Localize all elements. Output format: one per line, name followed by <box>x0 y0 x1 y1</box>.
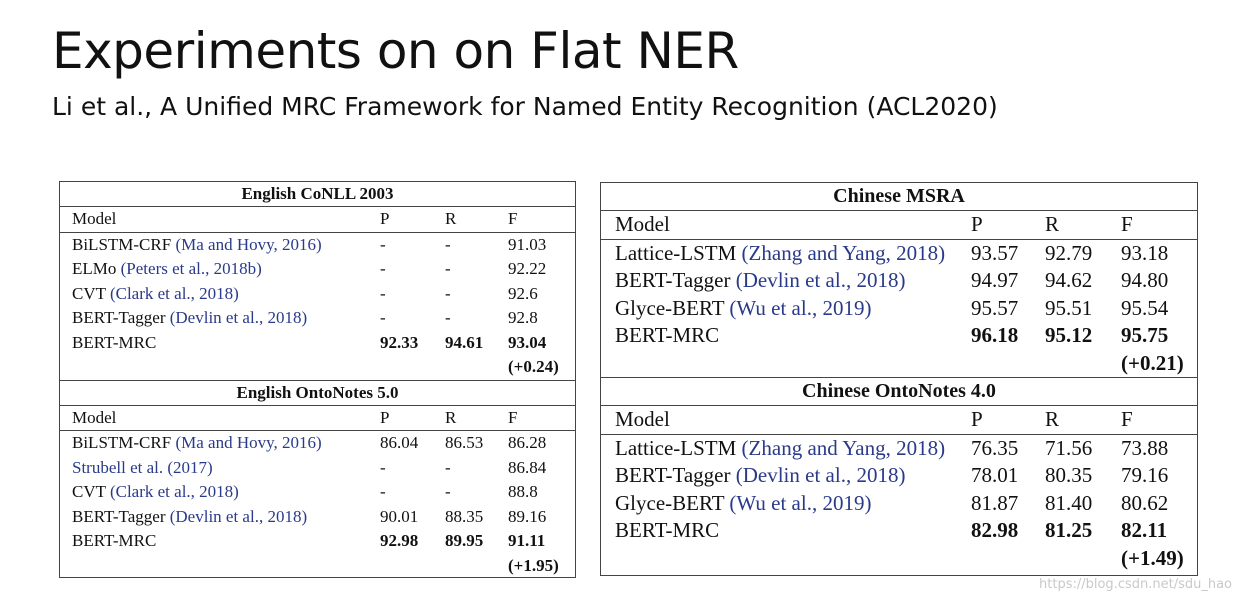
precision-cell: - <box>380 234 386 254</box>
precision-cell: 86.04 <box>380 433 419 452</box>
delta-row <box>60 554 575 579</box>
column-header-r: R <box>1045 212 1060 236</box>
model-cell <box>615 462 905 490</box>
table-row <box>60 431 575 456</box>
table-row-best <box>601 517 1197 545</box>
recall-cell: 95.12 <box>1045 323 1093 347</box>
table-row <box>60 456 575 481</box>
column-header-r: R <box>1045 407 1060 431</box>
table-row <box>60 282 575 307</box>
column-header-p: P <box>971 407 983 431</box>
model-cell <box>72 431 322 456</box>
column-header-model: Model <box>72 209 117 228</box>
chinese-results-table <box>600 182 1198 576</box>
precision-cell: 92.98 <box>380 531 419 550</box>
f1-cell: 86.28 <box>508 433 547 452</box>
recall-cell: - <box>445 482 451 501</box>
delta-row <box>601 350 1197 378</box>
precision-cell: 95.57 <box>971 295 1019 320</box>
table-row <box>601 462 1197 490</box>
citation-link[interactable]: (Zhang and Yang, 2018) <box>741 240 946 265</box>
column-header-r: R <box>445 209 457 228</box>
f1-cell: 80.62 <box>1121 490 1169 515</box>
f1-cell: 92.22 <box>508 259 547 278</box>
precision-cell: - <box>380 308 386 327</box>
recall-cell: - <box>445 259 451 278</box>
f1-cell: 93.18 <box>1121 240 1169 265</box>
table-header-row <box>60 207 575 233</box>
citation-link[interactable]: (Wu et al., 2019) <box>729 295 872 320</box>
table-header-row <box>601 406 1197 435</box>
f1-cell: 82.11 <box>1121 518 1168 542</box>
model-cell <box>615 240 945 268</box>
recall-cell: 92.79 <box>1045 240 1093 265</box>
precision-cell: 76.35 <box>971 435 1019 460</box>
model-name: CVT <box>72 283 106 303</box>
citation-link[interactable]: (Clark et al., 2018) <box>109 482 239 501</box>
model-name: BERT-Tagger <box>615 268 731 292</box>
f1-cell: 91.11 <box>508 531 546 550</box>
recall-cell: 94.61 <box>445 332 484 352</box>
table-row-best <box>60 529 575 554</box>
column-header-p: P <box>971 212 983 236</box>
model-name: BERT-Tagger <box>615 463 731 487</box>
column-header-f: F <box>508 407 518 427</box>
f1-improvement: (+0.24) <box>508 357 559 376</box>
table-row <box>601 435 1197 463</box>
column-header-p: P <box>380 407 390 427</box>
citation-link[interactable]: (Wu et al., 2019) <box>729 490 872 515</box>
precision-cell: 94.97 <box>971 268 1019 292</box>
model-name: BiLSTM-CRF <box>72 433 172 452</box>
precision-cell: - <box>380 482 386 501</box>
f1-cell: 88.8 <box>508 482 538 501</box>
f1-improvement: (+1.49) <box>1121 545 1184 570</box>
f1-cell: 89.16 <box>508 506 547 526</box>
precision-cell: 92.33 <box>380 332 419 352</box>
citation-link[interactable]: (Ma and Hovy, 2016) <box>175 433 322 452</box>
f1-cell: 79.16 <box>1121 463 1169 487</box>
model-name: BERT-Tagger <box>72 308 166 327</box>
citation-link[interactable]: (Ma and Hovy, 2016) <box>175 234 322 254</box>
model-cell <box>615 490 871 518</box>
model-cell <box>72 233 322 258</box>
f1-cell: 95.75 <box>1121 323 1169 347</box>
table-row <box>60 306 575 331</box>
citation-link[interactable]: (Zhang and Yang, 2018) <box>741 435 946 460</box>
table-header-row <box>601 211 1197 240</box>
model-name: Glyce-BERT <box>615 295 725 320</box>
model-name: BERT-Tagger <box>72 506 166 526</box>
recall-cell: - <box>445 234 451 254</box>
column-header-f: F <box>508 209 518 228</box>
recall-cell: 80.35 <box>1045 463 1093 487</box>
citation-link[interactable]: (Peters et al., 2018b) <box>120 259 262 278</box>
model-name: CVT <box>72 482 106 501</box>
column-header-model: Model <box>615 212 670 236</box>
f1-cell: 94.80 <box>1121 268 1169 292</box>
citation-link[interactable]: (Clark et al., 2018) <box>109 283 239 303</box>
model-name: BERT-MRC <box>615 323 720 347</box>
f1-cell: 92.8 <box>508 308 538 327</box>
table-row <box>60 233 575 258</box>
model-name: BiLSTM-CRF <box>72 234 172 254</box>
section-title: English OntoNotes 5.0 <box>60 380 575 406</box>
model-name: Lattice-LSTM <box>615 240 737 265</box>
model-name: BERT-MRC <box>615 518 720 542</box>
model-cell <box>72 306 307 331</box>
model-cell <box>615 435 945 463</box>
model-cell <box>72 257 262 282</box>
model-cell <box>615 267 905 295</box>
recall-cell: - <box>445 457 451 477</box>
precision-cell: 93.57 <box>971 240 1019 265</box>
table-row <box>601 240 1197 268</box>
citation-link[interactable]: (Devlin et al., 2018) <box>735 463 906 487</box>
citation-link[interactable]: (Devlin et al., 2018) <box>169 308 308 327</box>
f1-cell: 86.84 <box>508 457 547 477</box>
precision-cell: - <box>380 259 386 278</box>
table-header-row <box>60 406 575 432</box>
delta-row <box>60 355 575 380</box>
column-header-model: Model <box>72 407 117 427</box>
table-row <box>60 505 575 530</box>
recall-cell: - <box>445 308 451 327</box>
model-cell <box>615 295 871 323</box>
precision-cell: - <box>380 283 386 303</box>
watermark: https://blog.csdn.net/sdu_hao <box>1039 577 1232 592</box>
model-cell <box>72 505 307 530</box>
precision-cell: 81.87 <box>971 490 1019 515</box>
table-row <box>601 267 1197 295</box>
table-row <box>60 480 575 505</box>
citation-link[interactable]: (Devlin et al., 2018) <box>735 268 906 292</box>
f1-improvement: (+1.95) <box>508 555 559 575</box>
table-row-best <box>60 331 575 356</box>
english-results-table <box>59 181 576 578</box>
recall-cell: 94.62 <box>1045 268 1093 292</box>
f1-cell: 91.03 <box>508 234 547 254</box>
citation-link[interactable]: Strubell et al. (2017) <box>72 457 213 477</box>
table-row <box>601 490 1197 518</box>
recall-cell: 71.56 <box>1045 435 1093 460</box>
recall-cell: - <box>445 283 451 303</box>
precision-cell: - <box>380 457 386 477</box>
model-name: Lattice-LSTM <box>615 435 737 460</box>
precision-cell: 90.01 <box>380 506 419 526</box>
citation-link[interactable]: (Devlin et al., 2018) <box>169 506 308 526</box>
precision-cell: 78.01 <box>971 463 1019 487</box>
section-title: Chinese MSRA <box>601 183 1197 211</box>
table-row <box>60 257 575 282</box>
model-name: BERT-MRC <box>72 531 157 550</box>
model-name: ELMo <box>72 259 117 278</box>
recall-cell: 86.53 <box>445 433 484 452</box>
section-title: English CoNLL 2003 <box>60 182 575 207</box>
recall-cell: 81.40 <box>1045 490 1093 515</box>
precision-cell: 82.98 <box>971 518 1019 542</box>
section-title: Chinese OntoNotes 4.0 <box>601 377 1197 406</box>
model-name: BERT-MRC <box>72 332 157 352</box>
slide-subtitle: Li et al., A Unified MRC Framework for Named Entity Recognition (ACL2020) <box>52 92 998 121</box>
recall-cell: 95.51 <box>1045 295 1093 320</box>
f1-improvement: (+0.21) <box>1121 350 1184 375</box>
recall-cell: 89.95 <box>445 531 484 550</box>
model-name: Glyce-BERT <box>615 490 725 515</box>
model-cell <box>72 282 239 307</box>
column-header-p: P <box>380 209 390 228</box>
column-header-f: F <box>1121 407 1133 431</box>
model-cell <box>72 456 213 481</box>
f1-cell: 92.6 <box>508 283 538 303</box>
slide-title: Experiments on on Flat NER <box>52 22 739 80</box>
table-row <box>601 295 1197 323</box>
precision-cell: 96.18 <box>971 323 1019 347</box>
table-row-best <box>601 322 1197 350</box>
column-header-f: F <box>1121 212 1133 236</box>
model-cell <box>72 480 239 505</box>
delta-row <box>601 545 1197 573</box>
recall-cell: 81.25 <box>1045 518 1093 542</box>
column-header-model: Model <box>615 407 670 431</box>
f1-cell: 95.54 <box>1121 295 1169 320</box>
recall-cell: 88.35 <box>445 506 484 526</box>
column-header-r: R <box>445 407 457 427</box>
f1-cell: 73.88 <box>1121 435 1169 460</box>
f1-cell: 93.04 <box>508 332 547 352</box>
